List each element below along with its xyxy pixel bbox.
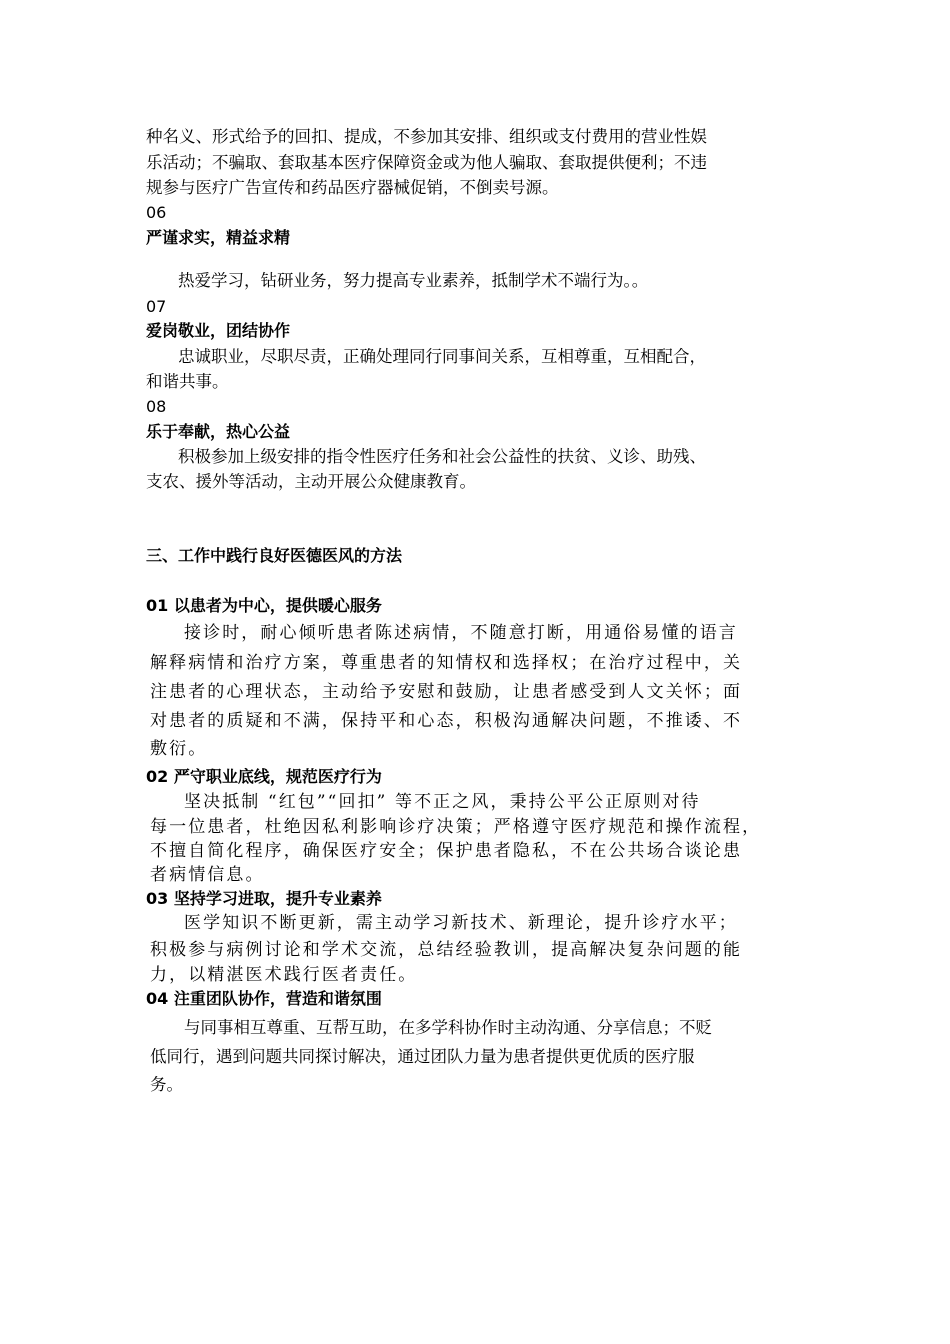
- item-title-07: 爱岗敬业，团结协作: [146, 321, 291, 340]
- method-03-line-1: 医学知识不断更新，需主动学习新技术、新理论，提升诊疗水平；: [184, 913, 738, 933]
- method-01-line-1: 接诊时，耐心倾听患者陈述病情，不随意打断，用通俗易懂的语言: [184, 623, 738, 643]
- method-02-line-2: 每一位患者，杜绝因私利影响诊疗决策；严格遵守医疗规范和操作流程，: [150, 817, 762, 837]
- method-01-line-2: 解释病情和治疗方案，尊重患者的知情权和选择权；在治疗过程中，关: [150, 653, 743, 673]
- item-title-08: 乐于奉献，热心公益: [146, 422, 291, 441]
- method-02-line-4: 者病情信息。: [150, 865, 265, 885]
- intro-line-3: 规参与医疗广告宣传和药品医疗器械促销，不倒卖号源。: [146, 178, 559, 197]
- item-body-08-line-2: 支农、援外等活动，主动开展公众健康教育。: [146, 472, 476, 491]
- item-body-08-line-1: 积极参加上级安排的指令性医疗任务和社会公益性的扶贫、义诊、助残、: [178, 447, 706, 466]
- section-heading: 三、工作中践行良好医德医风的方法: [146, 546, 403, 565]
- item-number-08: 08: [146, 397, 167, 416]
- intro-line-1: 种名义、形式给予的回扣、提成，不参加其安排、组织或支付费用的营业性娱: [146, 127, 707, 146]
- item-body-07-line-1: 忠诚职业，尽职尽责，正确处理同行同事间关系，互相尊重，互相配合，: [178, 347, 706, 366]
- method-03-line-3: 力，以精湛医术践行医者责任。: [150, 965, 418, 985]
- item-number-07: 07: [146, 297, 167, 316]
- method-02-line-1: 坚决抵制 “红包”“回扣” 等不正之风，秉持公平公正原则对待: [184, 792, 701, 812]
- method-01-line-4: 对患者的质疑和不满，保持平和心态，积极沟通解决问题，不推诿、不: [150, 711, 743, 731]
- method-04-line-1: 与同事相互尊重、互帮互助，在多学科协作时主动沟通、分享信息；不贬: [184, 1018, 712, 1037]
- method-title-01: 01 以患者为中心，提供暖心服务: [146, 596, 382, 615]
- method-04-line-2: 低同行，遇到问题共同探讨解决，通过团队力量为患者提供更优质的医疗服: [150, 1047, 695, 1066]
- item-number-06: 06: [146, 203, 167, 222]
- method-02-line-3: 不擅自简化程序，确保医疗安全；保护患者隐私，不在公共场合谈论患: [150, 841, 743, 861]
- method-03-line-2: 积极参与病例讨论和学术交流，总结经验教训，提高解决复杂问题的能: [150, 940, 743, 960]
- method-01-line-5: 敷衍。: [150, 739, 208, 759]
- intro-line-2: 乐活动；不骗取、套取基本医疗保障资金或为他人骗取、套取提供便利；不违: [146, 153, 707, 172]
- method-title-03: 03 坚持学习进取，提升专业素养: [146, 889, 382, 908]
- item-body-06-line-1: 热爱学习，钻研业务，努力提高专业素养，抵制学术不端行为。。: [178, 271, 649, 290]
- method-04-line-3: 务。: [150, 1075, 183, 1094]
- method-title-02: 02 严守职业底线，规范医疗行为: [146, 767, 382, 786]
- method-title-04: 04 注重团队协作，营造和谐氛围: [146, 989, 382, 1008]
- method-01-line-3: 注患者的心理状态，主动给予安慰和鼓励，让患者感受到人文关怀；面: [150, 682, 743, 702]
- item-body-07-line-2: 和谐共事。: [146, 372, 229, 391]
- item-title-06: 严谨求实，精益求精: [146, 228, 291, 247]
